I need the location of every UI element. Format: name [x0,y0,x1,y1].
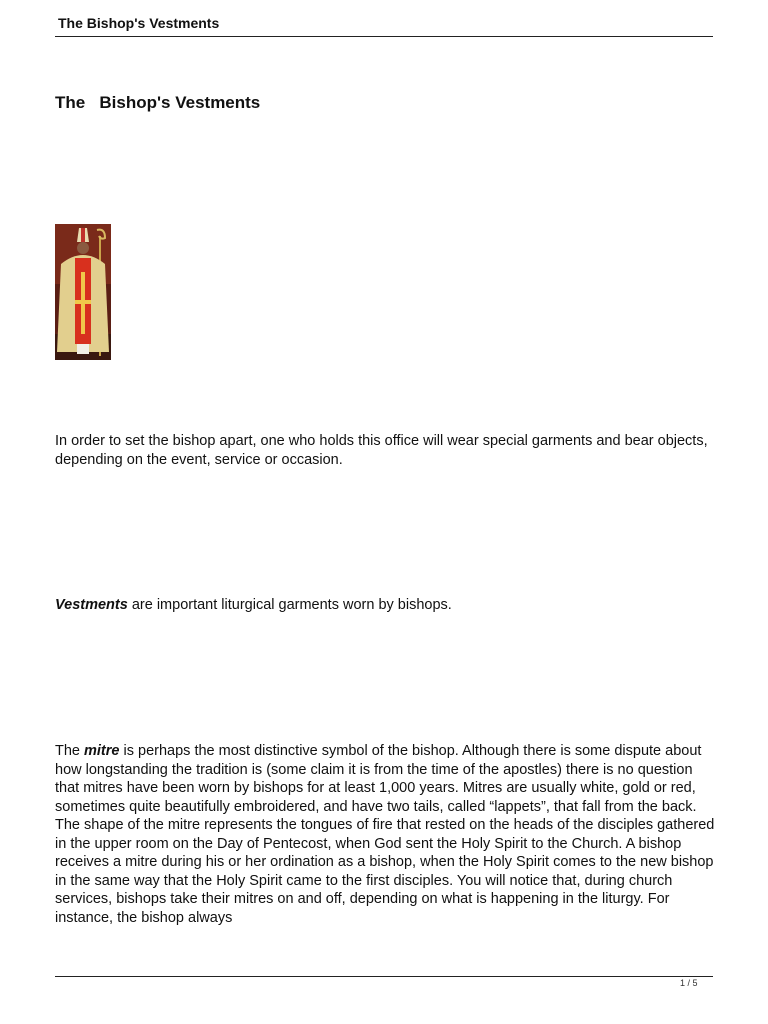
footer-rule [55,976,713,977]
page-number: 1 / 5 [680,978,698,988]
mitre-term: mitre [84,743,120,759]
mitre-paragraph [55,742,720,927]
header-rule [55,36,713,37]
mitre-lead: The [55,743,85,759]
vestments-term: Vestments [55,597,128,613]
intro-paragraph: In order to set the bishop apart, one who holds this office will wear special garments and bear objects, depending on the event, service or occasion. [55,433,708,468]
mitre-text: is perhaps the most distinctive symbol of the bishop. Although there is some dispute about how longstanding the tradition is (some claim it is from the time of the apostles) there is no question that mitres have been worn by bishops for at least 1,000 years. Mitres are usually white, gold or red, sometimes quite beautifully embroidered, and have two tails, called “lappets”, that fall from the back. The shape of the mitre represents the tongues of fire that rested on the heads of the disciples gathered in the upper room on the Day of Pentecost, when God sent the Holy Spirit to the Church. A bishop receives a mitre during his or her ordination as a bishop, when the Holy Spirit comes to the new bishop in the same way that the Holy Spirit came to the first disciples. You will notice that, during church services, bishops take their mitres on and off, depending on what is happening in the liturgy. For instance, the bishop always [55,743,715,926]
vestments-paragraph [55,596,720,615]
header-title: The Bishop's Vestments [58,15,220,31]
vestments-text: are important liturgical garments worn by bishops. [127,597,452,613]
bishop-photo [55,224,111,360]
document-title: The Bishop's Vestments [55,93,261,112]
